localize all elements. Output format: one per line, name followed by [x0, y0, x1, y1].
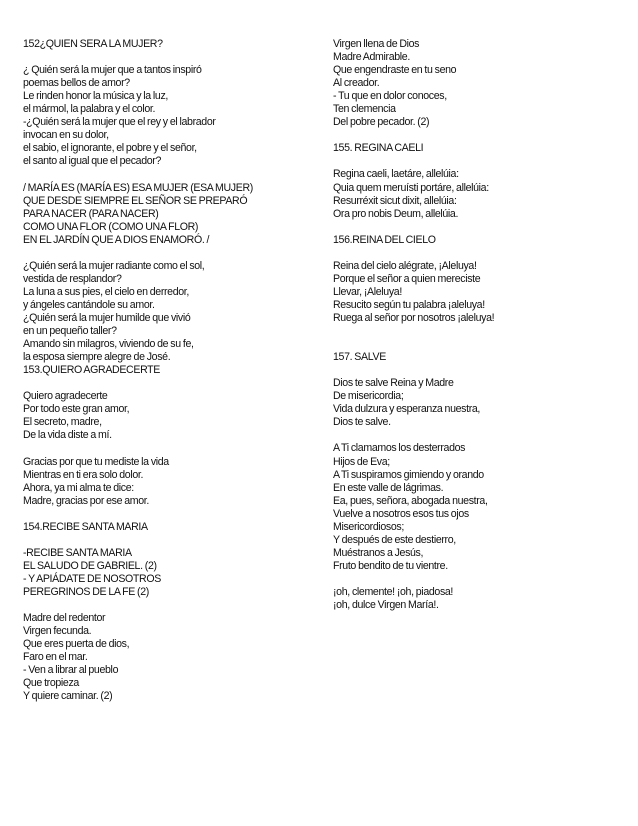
blank-line [333, 129, 623, 142]
lyric-line: Madre, gracias por ese amor. [23, 494, 149, 507]
lyric-line: Madre Admirable. [333, 51, 410, 64]
blank-line [23, 508, 313, 521]
lyric-line: ¿ Quién será la mujer que a tantos inspiró [23, 64, 202, 77]
lyric-line: Dios te salve Reina y Madre [333, 377, 454, 390]
blank-line [23, 51, 313, 64]
lyric-line: PEREGRINOS DE LA FE (2) [23, 585, 149, 598]
lyric-line: Dios te salve. [333, 416, 391, 429]
lyric-line: Mientras en ti era solo dolor. [23, 468, 144, 481]
lyric-line: Amando sin milagros, viviendo de su fe, [23, 338, 194, 351]
lyric-line: Vida dulzura y esperanza nuestra, [333, 403, 481, 416]
blank-line [333, 338, 623, 351]
left-column [23, 38, 313, 703]
blank-line [23, 247, 313, 260]
lyric-line: Hijos de Eva; [333, 455, 390, 468]
lyric-line: Resurréxit sicut dixit, allelúia: [333, 194, 457, 207]
lyric-line: Al creador. [333, 77, 380, 90]
lyric-line: Del pobre pecador. (2) [333, 116, 430, 129]
lyric-line: Ea, pues, señora, abogada nuestra, [333, 494, 488, 507]
lyric-line: De misericordia; [333, 390, 404, 403]
blank-line [333, 325, 623, 338]
lyric-line: en un pequeño taller? [23, 325, 117, 338]
blank-line [23, 599, 313, 612]
lyric-line: Por todo este gran amor, [23, 403, 130, 416]
lyric-line: Porque el señor a quien mereciste [333, 272, 481, 285]
lyric-line: Que eres puerta de dios, [23, 638, 130, 651]
lyric-line: la esposa siempre alegre de José. [23, 351, 171, 364]
lyric-line: Madre del redentor [23, 612, 106, 625]
lyric-line: La luna a sus pies, el cielo en derredor, [23, 285, 189, 298]
lyric-line: EL SALUDO DE GABRIEL. (2) [23, 559, 157, 572]
lyric-line: Llevar, ¡Aleluya! [333, 285, 402, 298]
lyric-line: En este valle de lágrimas. [333, 481, 444, 494]
blank-line [333, 247, 623, 260]
lyric-line: Que engendraste en tu seno [333, 64, 457, 77]
blank-line [333, 573, 623, 586]
lyric-line: y ángeles cantándole su amor. [23, 298, 155, 311]
lyric-line: -¿Quién será la mujer que el rey y el labrador [23, 116, 216, 129]
lyric-line: Regina caeli, laetáre, allelúia: [333, 168, 459, 181]
lyric-line: ¿Quién será la mujer radiante como el sol, [23, 259, 205, 272]
blank-line [333, 429, 623, 442]
lyric-line: Resucito según tu palabra ¡aleluya! [333, 298, 485, 311]
lyric-line: el santo al igual que el pecador? [23, 155, 161, 168]
lyric-line: Quiero agradecerte [23, 390, 108, 403]
lyric-line: Y después de este destierro, [333, 533, 456, 546]
right-column [333, 38, 623, 612]
lyric-line: El secreto, madre, [23, 416, 102, 429]
lyric-line: invocan en su dolor, [23, 129, 109, 142]
lyric-line: Le rinden honor la música y la luz, [23, 90, 169, 103]
lyric-line: Misericordiosos; [333, 520, 404, 533]
blank-line [23, 534, 313, 547]
lyric-line: Virgen llena de Dios [333, 38, 420, 50]
blank-line [333, 221, 623, 234]
blank-line [23, 377, 313, 390]
lyric-line: el sabio, el ignorante, el pobre y el señor, [23, 142, 197, 155]
song-title-155-regina-caeli: 155. REGINA CAELI [333, 142, 424, 155]
lyric-line: Ruega al señor por nosotros ¡aleluya! [333, 311, 495, 324]
lyric-line: el mármol, la palabra y el color. [23, 103, 156, 116]
lyric-line: Que tropieza [23, 677, 79, 690]
blank-line [333, 155, 623, 168]
lyric-line: PARA NACER (PARA NACER) [23, 207, 159, 220]
song-title-156-reina-del-cielo: 156.REINA DEL CIELO [333, 233, 436, 246]
lyric-line: Quia quem meruísti portáre, allelúia: [333, 181, 489, 194]
lyric-line: - Ven a librar al pueblo [23, 664, 119, 677]
blank-line [23, 168, 313, 181]
lyric-line: QUE DESDE SIEMPRE EL SEÑOR SE PREPARÓ [23, 194, 248, 207]
lyric-line: Faro en el mar. [23, 651, 88, 664]
song-title-152-quien-sera-la-mujer: 152¿QUIEN SERA LA MUJER? [23, 38, 163, 50]
lyric-line: EN EL JARDÍN QUE A DIOS ENAMORÓ. / [23, 233, 210, 246]
lyric-line: -RECIBE SANTA MARIA [23, 546, 132, 559]
blank-line [23, 442, 313, 455]
lyric-line: Y quiere caminar. (2) [23, 690, 113, 703]
lyric-line: ¡oh, clemente! ¡oh, piadosa! [333, 585, 454, 598]
lyric-line: ¿Quién será la mujer humilde que vivió [23, 311, 191, 324]
lyric-line: Reina del cielo alégrate, ¡Aleluya! [333, 259, 477, 272]
lyric-line: COMO UNA FLOR (COMO UNA FLOR) [23, 220, 199, 233]
lyric-line: - Tu que en dolor conoces, [333, 90, 447, 103]
lyric-line: A Ti clamamos los desterrados [333, 442, 466, 455]
lyric-line: Ora pro nobis Deum, allelúia. [333, 207, 459, 220]
lyric-line: Virgen fecunda. [23, 625, 92, 638]
song-title-154-recibe-santa-maria: 154.RECIBE SANTA MARIA [23, 520, 148, 533]
lyric-line: Muéstranos a Jesús, [333, 546, 424, 559]
lyric-line: Ahora, ya mi alma te dice: [23, 481, 134, 494]
lyric-line: Ten clemencia [333, 103, 396, 116]
lyric-line: Vuelve a nosotros esos tus ojos [333, 507, 469, 520]
lyric-line: Fruto bendito de tu vientre. [333, 559, 448, 572]
lyric-line: / MARÍA ES (MARÍA ES) ESA MUJER (ESA MUJER) [23, 181, 253, 194]
lyric-line: ¡oh, dulce Virgen María!. [333, 599, 439, 612]
song-title-153-quiero-agradecerte: 153.QUIERO AGRADECERTE [23, 364, 161, 377]
lyric-line: De la vida diste a mí. [23, 429, 112, 442]
lyric-line: poemas bellos de amor? [23, 77, 130, 90]
lyric-line: vestida de resplandor? [23, 272, 122, 285]
blank-line [333, 364, 623, 377]
lyric-line: Gracias por que tu mediste la vida [23, 455, 169, 468]
song-title-157-salve: 157. SALVE [333, 351, 386, 364]
lyric-line: A Ti suspiramos gimiendo y orando [333, 468, 484, 481]
lyric-line: - Y APIÁDATE DE NOSOTROS [23, 572, 161, 585]
